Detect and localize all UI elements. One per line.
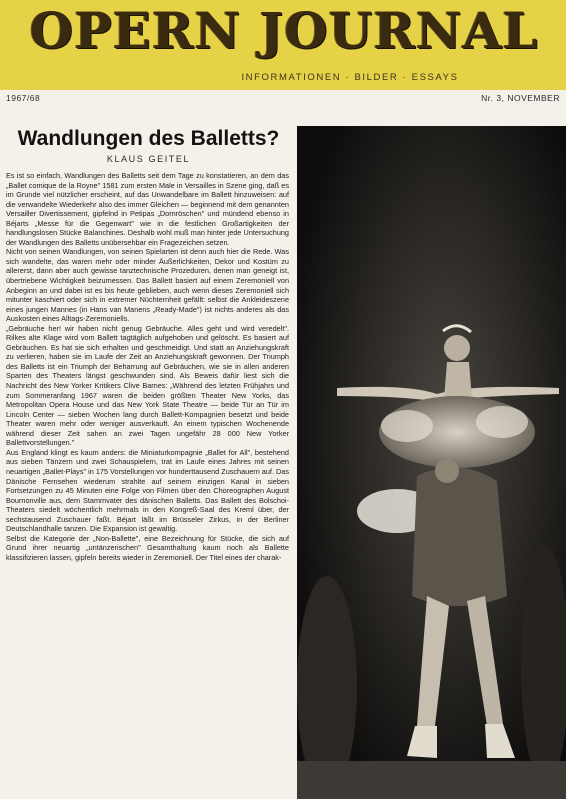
article-paragraph: Aus England klingt es kaum anders: die Miniaturkompagnie „Ballet for All", bestehend aus sieben Tänzern und zwei Schauspielern, trat im Laufe eines Jahres mit seinen neuartigen „Ballet-Plays" in 175 Vorstellungen vor hunderttausend Zuschauern auf. Das Dänische Fernsehen wiederum strahlte auf seinem einzigen Kanal in sieben Fortsetzungen zu 45 Minuten eine Folge von Filmen über den Choreographen August Bournonville aus, dem Stammvater des dänischen Balletts. Das Ballett des Bolschoi-Theaters siedelt wöchentlich mehrmals in den Kongreß-Saal des Kreml über, der sechstausend Zuschauer faßt. Béjart läßt im Brüsseler Zirkus, in der Berliner Deutschlandhalle tanzen. Die Expansion ist gewaltig.	[6, 447, 289, 534]
tutu-ruffle	[476, 406, 528, 438]
article-headline: Wandlungen des Balletts?	[17, 127, 280, 150]
masthead-tagline: INFORMATIONEN · BILDER · ESSAYS	[241, 72, 459, 83]
masthead-title: OPERN JOURNAL	[29, 1, 539, 60]
article-paragraph: „Gebräuche her! wir haben nicht genug Gebräuche. Alles geht und wird veredelt". Rilkes alte Klage wird vom Ballett tagtäglich aufgehoben und gelöscht. Es basiert auf Gebräuchen. Es hat sie sich erhalten und geschmeidigt. Und statt an Anziehungskraft zu verlieren, haben sie im Laufe der Zeit an Anziehungskraft gewonnen. Der Triumph des Balletts ist ein Triumph der Beharrung auf Gebräuchen, wie sie in allen anderen Sparten des Theaters längst geschwunden sind. Als Beweis dafür liest sich die Nachricht des New Yorker Kritikers Clive Barnes: „Während des letzten Frühjahrs und zum Sommeranfang 1967 waren die beiden größten Theater New Yorks, das Metropolitan Opera House und das New York State Theatre — beide Tür an Tür im Lincoln Center — sieben Wochen lang durch Ballett-Kompagnien besetzt und beide Theater waren mehr oder weniger ausverkauft. An einem typischen Wochenende während dieser Zeit sahen an zwei Tagen ungefähr 28 000 New Yorker Ballettvorstellungen."	[6, 323, 289, 448]
ballet-photo-illustration	[297, 126, 566, 799]
issue-number: Nr. 3, NOVEMBER	[481, 93, 560, 103]
article-author: KLAUS GEITEL	[106, 154, 191, 164]
tutu-ruffle	[381, 410, 433, 442]
article-body	[6, 171, 289, 799]
ballerina-head	[444, 335, 470, 361]
issue-year: 1967/68	[6, 93, 41, 103]
article-paragraph: Nicht von seinen Wandlungen, von seinen Spielarten ist denn auch hier die Rede. Was sich wandelte, das waren mehr oder minder Äußerlichkeiten, Dekor und Kostüm zu allererst, dann aber auch gewisse tanztechnische Prozeduren, denen man geneigt ist, übertriebene Wichtigkeit beizumessen. Das Ballett basiert auf einem Zeremoniell von Anbeginn an und dabei ist es bis heute geblieben, auch wenn dieses Zeremoniell sich mitunter kaschiert oder sich in extremer Nüchternheit gefällt: selbst die Ankleideszene eines jungen Mannes (in Hans van Manens „Ready-Made") ist nichts anderes als das Auskosten eines Alltags-Zeremoniells.	[6, 247, 289, 324]
article-paragraph: Selbst die Kategorie der „Non-Ballette", eine Bezeichnung für Stücke, die sich auf Grund ihrer neuartig „untänzerischen" Gesamthaltung kaum noch als Ballette klassifizieren lassen, gipfeln bereits wieder in Zeremoniell. Der Titel eines der charak-	[6, 533, 289, 562]
article-paragraph: Es ist so einfach, Wandlungen des Balletts seit dem Tage zu konstatieren, an dem das „Ballet comique de la Royne" 1581 zum ersten Male in Versailles in Szene ging, daß es im Grunde viel nützlicher erscheint, auf das Unwandelbare im Ballett hinzuweisen: auf die verwandelte Wiederkehr also des immer Gleichen — beginnend mit dem genannten Versailler Divertissement, gipfelnd in Petipas „Dornröschen" und mündend ebenso in Béjarts „Messe für die Gegenwart" wie in die festlichen Großartigkeiten der handlungslosen Stücke Balanchines. Deshalb wohl muß man hinter jede Untersuchung der Wandlungen des Balletts unübersehbar ein Fragezeichen setzen.	[6, 171, 289, 247]
issue-line	[0, 93, 566, 107]
partner-costume	[412, 467, 507, 606]
stage-floor	[297, 761, 566, 799]
ballet-photo	[297, 126, 566, 799]
partner-head	[435, 459, 459, 483]
masthead	[0, 0, 566, 90]
